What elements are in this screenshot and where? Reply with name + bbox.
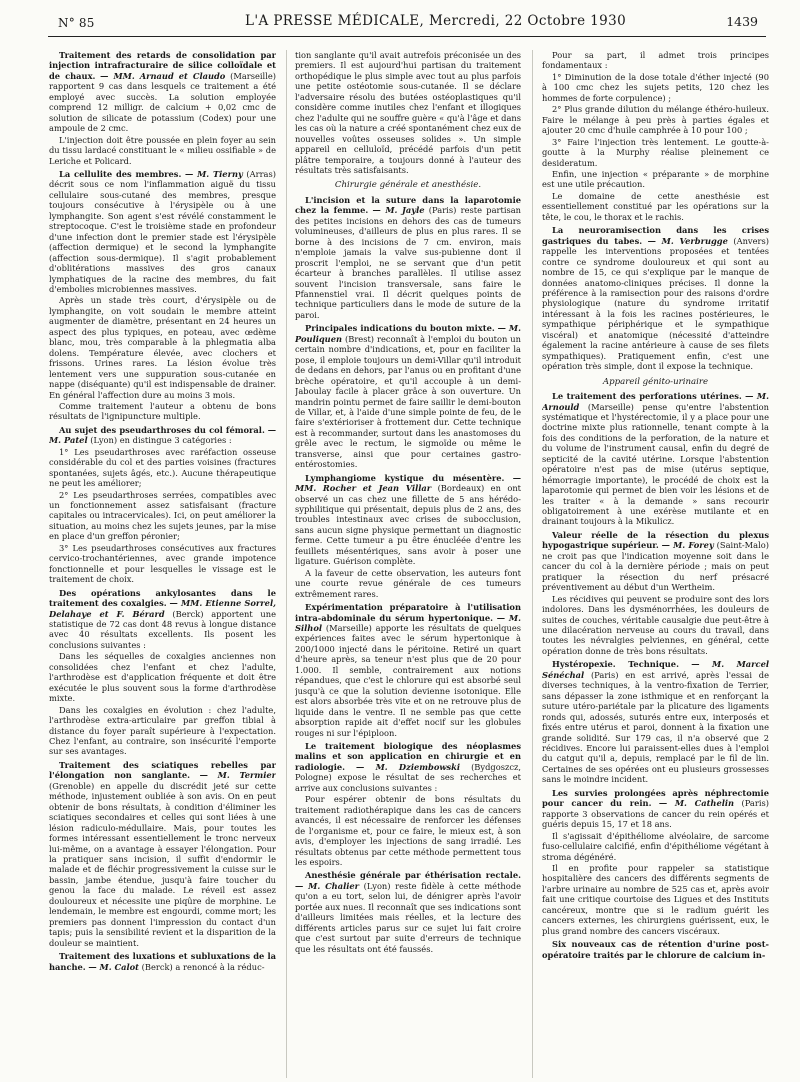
article-title: Expérimentation préparatoire à l'utilisation intra-abdominale du sérum hypertonique. bbox=[295, 602, 521, 623]
article-author: — M. Forey bbox=[661, 540, 714, 551]
article-paragraph: 2° Plus grande dilution du mélange éthéro-huileux. Faire le mélange à peu près à parties égales et ajouter 20 cmc d'huile camphrée à 10 pour 100 ; bbox=[542, 104, 769, 136]
article-author: — M. Verbrugge bbox=[647, 235, 728, 246]
article-serum-hypertonique bbox=[295, 602, 521, 738]
article-text: (Paris) rapporte 3 observations de cancer du rein opérés et guéris depuis 15, 17 et 18 ans. bbox=[542, 798, 769, 830]
article-paragraph: Pour espérer obtenir de bons résultats du traitement radiothérapique dans les cas de cancers avancés, il est nécessaire de renforcer les défenses de l'organisme et, pour ce faire, le mieux est, à son avis, d'employer les injections de sang irradié. Les résultats obtenus par cette méthode permettent tous les espoirs. bbox=[295, 794, 521, 867]
article-columns bbox=[49, 50, 769, 1078]
column-3 bbox=[542, 50, 769, 1078]
article-text: (Saint-Malo) ne croit pas que l'indication moyenne soit dans le cancer du col à la dernière période ; mais on peut pratiquer la résection du nerf présacré préventivement au début d'un Wertheim. bbox=[542, 540, 769, 593]
article-paragraph: 3° Les pseudarthroses consécutives aux fractures cervico-trochantériennes, avec grande impotence fonctionnelle et pour lesquelles le vissage est le traitement de choix. bbox=[49, 542, 276, 585]
article-title: Principales indications du bouton mixte. bbox=[305, 323, 495, 334]
article-text: (Marseille) apporte les résultats de quelques expériences faites avec le sérum hypertonique à 200/1000 injecté dans le péritoine. Retiré un quart d'heure après, sa teneur n'est plus que de 20 pour 1.000. Il semble, contrairement aux notions répandues, que c'est le chlorure qui est absorbé seul jusqu'à ce que la solution devienne isotonique. Elle est alors absorbée très vite et on ne retrouve plus de liquide dans le ventre. Il ne semble pas que cette absorption rapide ait d'effet nocif sur les globules rouges ni sur l'épiploon. bbox=[295, 623, 521, 738]
article-text: (Bordeaux) en ont observé un cas chez une fillette de 5 ans hérédo-syphilitique qui présentait, depuis plus de 2 ans, des troubles intestinaux avec crises de subocclusion, sans aucun signe physique permettant un diagnostic ferme. Cette tumeur a pu être énucléée d'entre les feuillets mésentériques, sans avoir à poser une ligature. Guérison complète. bbox=[295, 483, 521, 567]
article-paragraph: Comme traitement l'auteur a obtenu de bons résultats de l'ignipuncture multiple. bbox=[49, 400, 276, 422]
page-number: 1439 bbox=[726, 14, 758, 29]
article-text: (Grenoble) en appelle du discrédit jeté sur cette méthode, injustement oubliée à son avis. On en peut obtenir de bons résultats, à condition d'éliminer les sciatiques secondaires et celles qui sont liées à une lésion radiculo-médullaire. Mais, pour toutes les formes intéressant essentiellement le tronc nerveux lui-même, on a avantage à essayer l'élongation. Pour la pratiquer sans incision, il suffit d'endormir le malade et de fléchir progressivement la cuisse sur le bassin, jambe étendue, jusqu'à faire toucher du genou la face du malade. Le réveil est assez douloureux et nécessite une piqûre de morphine. Le lendemain, le membre est engourdi, comme mort; les premiers pas donnent l'impression du contact d'un tapis; puis la sensibilité revient et la disparition de la douleur se maintient. bbox=[49, 780, 276, 948]
article-luxations-continued bbox=[295, 50, 521, 175]
article-text: (Marseille) pense qu'entre l'abstention systématique et l'hystérectomie, il y a place pour une doctrine mixte plus rationnelle, tenant compte à la fois des conditions de la perforation, de la nature et du volume de l'instrument causal, enfin du degré de septicité de la cavité utérine. Lorsque l'abstention opératoire n'est pas de mise (utérus septique, hémorragie importante), le procédé de choix est la laparotomie qui permet de bien voir les lésions et de les traiter « à la demande » sans recourir obligatoirement à une exérèse mutilante et en drainant toujours à la Mikulicz. bbox=[542, 401, 769, 527]
article-title: Traitement des luxations et subluxations de la hanche. bbox=[49, 951, 276, 972]
column-divider bbox=[532, 50, 533, 1078]
article-title: Traitement des retards de consolidation par injection intrafracturaire de silice colloïdale et de chaux. bbox=[49, 50, 276, 81]
article-laparotomie bbox=[295, 195, 521, 320]
article-hysteropexie bbox=[542, 659, 769, 784]
article-paragraph: Enfin, une injection « préparante » de morphine est une utile précaution. bbox=[542, 168, 769, 190]
article-text: (Lyon) reste fidèle à cette méthode qu'on a eu tort, selon lui, de dénigrer après l'avoir portée aux nues. Il reconnaît que ses indications sont d'ailleurs limitées mais réelles, et la lecture des différents articles parus sur ce sujet lui fait croire que c'est surtout par suite d'erreurs de technique que les résultats ont été faussés. bbox=[295, 880, 521, 954]
header-rule bbox=[48, 36, 766, 37]
article-title: La neuroramisection dans les crises gastriques du tabes. bbox=[542, 225, 769, 246]
article-text: (Marseille) rapportent 9 cas dans lesquels ce traitement a été employé avec succès. La solution employée comprend 12 milligr. de calcium + 0,02 cmc de solution de silicate de potassium (Codex) pour une ampoule de 2 cmc. bbox=[49, 70, 276, 134]
article-plexus-hypogastrique bbox=[542, 530, 769, 656]
article-title: Anesthésie générale par éthérisation rectale. bbox=[305, 870, 521, 881]
article-author: — MM. Arnaud et Claudo bbox=[100, 70, 226, 81]
article-author: — M. Arnould bbox=[542, 391, 769, 412]
article-author: — M. Pouliquen bbox=[295, 323, 521, 344]
article-title: Lymphangiome kystique du mésentère. bbox=[305, 472, 505, 483]
article-paragraph: 1° Les pseudarthroses avec raréfaction osseuse considérable du col et des parties voisines (fractures spontanées, sujets âgés, etc.). Aucune thérapeutique ne peut les améliorer; bbox=[49, 446, 276, 489]
article-paragraph: Pour sa part, il admet trois principes fondamentaux : bbox=[542, 50, 769, 71]
article-text: (Brest) reconnaît à l'emploi du bouton un certain nombre d'indications, et, pour en faciliter la pose, il emploie toujours un demi-Villar qu'il introduit de dedans en dehors, par l'anus ou en profitant d'une brèche opératoire, et qu'il accouple à un demi-Jaboulay facile à placer grâce à son ouverture. Un mandrin pointu permet de faire saillir le demi-bouton de Villar, et, à l'aide d'une simple pointe de feu, de le faire s'extérioriser à frottement dur. Cette technique est à recommander, surtout dans les anastomoses du grêle avec le rectum, le sigmoïde ou même le transverse, ainsi que pour certaines gastro-entérostomies. bbox=[295, 333, 521, 470]
article-text: (Lyon) en distingue 3 catégories : bbox=[87, 435, 232, 446]
article-author: — M. Cathelin bbox=[658, 798, 735, 809]
article-paragraph: tion sanglante qu'il avait autrefois préconisée un des premiers. Il est aujourd'hui partisan du traitement orthopédique le plus simple avec tout au plus parfois une petite ostéotomie sous-cutanée. Il se déclare l'adversaire résolu des butées ostéoplastiques qu'il considère comme inutiles chez l'enfant et illogiques chez l'adulte qui ne souffre guère « qu'à l'âge et dans les cas où la nature a créé spontanément chez eux de nouvelles voûtes osseuses solides ». Un simple appareil en celluloïd, précédé parfois d'un petit plâtre temporaire, a toujours donné à l'auteur des résultats très satisfaisants. bbox=[295, 50, 521, 175]
column-divider bbox=[286, 50, 287, 1078]
article-paragraph: L'injection doit être poussée en plein foyer au sein du tissu lardacé constituant le « milieu ossifiable » de Leriche et Policard. bbox=[49, 134, 276, 166]
article-title: Des opérations ankylosantes dans le traitement des coxalgies. bbox=[49, 587, 276, 609]
article-title: La cellulite des membres. bbox=[59, 168, 182, 179]
article-paragraph: Il s'agissait d'épithéliome alvéolaire, de sarcome fuso-cellulaire calcifié, enfin d'épithéliome végétant à stroma dégénéré. bbox=[542, 830, 769, 862]
article-bouton-mixte bbox=[295, 323, 521, 469]
article-text: (Bydgoszcz, Pologne) expose le résultat de ses recherches et arrive aux conclusions suivantes : bbox=[295, 761, 521, 793]
article-paragraph: Dans les coxalgies en évolution : chez l'adulte, l'arthrodèse extra-articulaire par greffon tibial à distance du foyer paraît supérieure à l'expectation. Chez l'enfant, au contraire, son insécurité l'emporte sur ses avantages. bbox=[49, 704, 276, 757]
article-author: — M. Calot bbox=[88, 961, 139, 972]
article-sciatiques bbox=[49, 760, 276, 948]
column-1 bbox=[49, 50, 276, 1078]
article-author: — M. Termier bbox=[199, 770, 276, 781]
column-2 bbox=[295, 50, 521, 1078]
article-title: Les survies prolongées après néphrectomie pour cancer du rein. bbox=[542, 787, 769, 809]
article-neuroramisection bbox=[542, 225, 769, 371]
article-luxations bbox=[49, 951, 276, 972]
article-title: Au sujet des pseudarthroses du col fémoral. bbox=[59, 424, 265, 435]
article-title: Le traitement biologique des néoplasmes malins et son application en chirurgie et en radiologie. bbox=[295, 741, 521, 772]
article-retention-urine bbox=[542, 939, 769, 960]
article-title: Traitement des sciatiques rebelles par l'élongation non sanglante. bbox=[49, 759, 276, 781]
article-author: — M. Marcel Sénéchal bbox=[542, 659, 769, 680]
article-paragraph: 2° Les pseudarthroses serrées, compatibles avec un fonctionnement assez satisfaisant (fracture capitales ou intracervicales). Ici, on peut améliorer la situation, au moins chez les sujets jeunes, par la mise en place d'un greffon péronier; bbox=[49, 489, 276, 542]
article-perforations-uterines bbox=[542, 391, 769, 527]
article-author: — MM. Rocher et Jean Villar bbox=[295, 472, 521, 494]
article-paragraph: Après un stade très court, d'érysipèle ou de lymphangite, on voit soudain le membre atteint augmenter de diamètre, présentant en 24 heures un aspect des plus typiques, en poteau, avec œdème blanc, mou, très comparable à la phlegmatia alba dolens. Température élevée, avec clochers et frissons. Urines rares. La lésion évolue très lentement vers une suppuration sous-cutanée en nappe (diséquante) qu'il est indispensable de drainer. En général l'affection dure au moins 3 mois. bbox=[49, 295, 276, 400]
article-coxalgies bbox=[49, 588, 276, 757]
article-lymphangiome bbox=[295, 473, 521, 599]
article-text: (Arras) décrit sous ce nom l'inflammation aiguë du tissu cellulaire sous-cutané des membres, presque toujours consécutive à l'érysipèle ou à une lymphangite. Son agent s'est révélé constamment le streptocoque. C'est le troisième stade en profondeur d'une infection dont le premier stade est l'érysipèle (affection dermique) et le second la lymphangite (affection sous-dermique). Il s'agit probablement d'oblitérations massives des gros canaux lymphatiques de la racine des membres, du fait d'embolies microbiennes massives. bbox=[49, 168, 276, 294]
article-paragraph: Dans les séquelles de coxalgies anciennes non consolidées chez l'enfant et chez l'adulte, l'arthrodèse est d'application fréquente et doit être exécutée le plus souvent sous la forme d'arthrodèse mixte. bbox=[49, 651, 276, 704]
article-pseudarthroses bbox=[49, 425, 276, 585]
article-author: — M. Dziembowski bbox=[356, 761, 461, 772]
article-author: — M. Chalier bbox=[295, 880, 360, 891]
article-text: (Paris) reste partisan des petites incisions en dehors des cas de tumeurs volumineuses, d'ailleurs de plus en plus rares. Il se borne à des incisions de 7 cm. environ, mais n'emploie jamais la valve sus-pubienne dont il proscrit l'emploi, ne se servant que d'un petit écarteur à branches parallèles. Il utilise assez souvent l'incision transversale, sans faire le Pfannenstiel vrai. Il décrit quelques points de technique particuliers dans le mode de suture de la paroi. bbox=[295, 205, 521, 320]
article-author: — M. Tierny bbox=[184, 168, 243, 179]
article-author: — MM. Etienne Sorrel, Delahaye et F. Bérard bbox=[49, 598, 276, 619]
section-heading: Appareil génito-urinaire bbox=[602, 376, 709, 387]
article-paragraph: Les récidives qui peuvent se produire sont des lors indolores. Dans les dysménorrhées, les douleurs de suites de couches, véritable causalgie due peut-être à une dilacération nerveuse au cours du travail, dans toutes les névralgies pelviennes, en général, cette opération donne de très bons résultats. bbox=[542, 593, 769, 656]
article-paragraph: Le domaine de cette anesthésie est essentiellement constitué par les opérations sur la tête, le cou, le thorax et le rachis. bbox=[542, 190, 769, 222]
article-paragraph: Il en profite pour rappeler sa statistique hospitalière des cancers des différents segments de l'arbre urinaire au nombre de 525 cas et, après avoir fait une critique courtoise des Ligues et des Instituts cancéreux, montre que si le radium guérit les cancers externes, les chirurgiens guérissent, eux, le plus grand nombre des cancers viscéraux. bbox=[542, 862, 769, 936]
running-title: L'A PRESSE MÉDICALE, Mercredi, 22 Octobre 1930 bbox=[245, 13, 627, 29]
article-cellulite bbox=[49, 169, 276, 422]
article-title: Le traitement des perforations utérines. bbox=[552, 391, 742, 402]
article-title: Six nouveaux cas de rétention d'urine post-opératoire traités par le chlorure de calcium in- bbox=[542, 939, 769, 960]
article-consolidation bbox=[49, 50, 276, 166]
issue-number: N° 85 bbox=[58, 16, 95, 30]
article-text: (Berck) apportent une statistique de 72 cas dont 48 revus à longue distance avec 40 résultats excellents. Ils posent les conclusions suivantes : bbox=[49, 608, 276, 650]
article-paragraph: A la faveur de cette observation, les auteurs font une courte revue générale de ces tumeurs extrêmement rares. bbox=[295, 567, 521, 599]
article-etherisation bbox=[295, 870, 521, 954]
article-author: — M. Jayle bbox=[372, 205, 425, 216]
article-text: (Berck) a renoncé à la réduc- bbox=[139, 961, 265, 972]
article-title: L'incision et la suture dans la laparotomie chez la femme. bbox=[295, 194, 521, 216]
article-author: — M. Patel bbox=[49, 424, 276, 446]
article-etherisation-continued bbox=[542, 50, 769, 222]
article-title: Hystéropexie. Technique. bbox=[552, 659, 679, 670]
article-author: — M. Silhol bbox=[295, 612, 521, 634]
article-title: Valeur réelle de la résection du plexus hypogastrique supérieur. bbox=[542, 529, 769, 551]
article-neoplasmes bbox=[295, 741, 521, 867]
article-paragraph: 3° Faire l'injection très lentement. Le goutte-à-goutte à la Murphy réalise pleinement ce desideratum. bbox=[542, 136, 769, 168]
page-header bbox=[0, 0, 800, 42]
article-paragraph: 1° Diminution de la dose totale d'éther injecté (90 à 100 cmc chez les sujets petits, 120 chez les hommes de forte corpulence) ; bbox=[542, 71, 769, 103]
article-text: (Anvers) rappelle les interventions proposées et tentées contre ce syndrome douloureux et qui sont au nombre de 15, ce qui s'explique par le manque de données anatomo-cliniques précises. Il donne la préférence à la ramisection pour des raisons d'ordre physiologique (nature du syndrome irritatif intéressant à la fois les racines postérieures, le sympathique périphérique et le sympathique viscéral) et anatomique (nécessité d'atteindre également la racine antérieure à cause de ses filets sympathiques). Pratiquement enfin, c'est une opération très simple, dont il expose la technique. bbox=[542, 235, 769, 372]
article-nephrectomie bbox=[542, 788, 769, 936]
article-text: (Paris) en est arrivé, après l'essai de diverses techniques, à la ventro-fixation de Terrier, sans dépasser la zone isthmique et en renforçant la suture utéro-pariétale par la plicature des ligaments ronds qui, adossés, suturés entre eux, interposés et fixés entre utérus et paroi, donnent à la fixation une grande solidité. Sur 179 cas, il n'a observé que 2 récidives. Encore lui paraissent-elles dues à l'emploi du catgut qu'il a, depuis, remplacé par le fil de lin. Certaines de ses opérées ont eu plusieurs grossesses sans le moindre incident. bbox=[542, 669, 769, 785]
section-heading: Chirurgie générale et anesthésie. bbox=[334, 180, 482, 191]
